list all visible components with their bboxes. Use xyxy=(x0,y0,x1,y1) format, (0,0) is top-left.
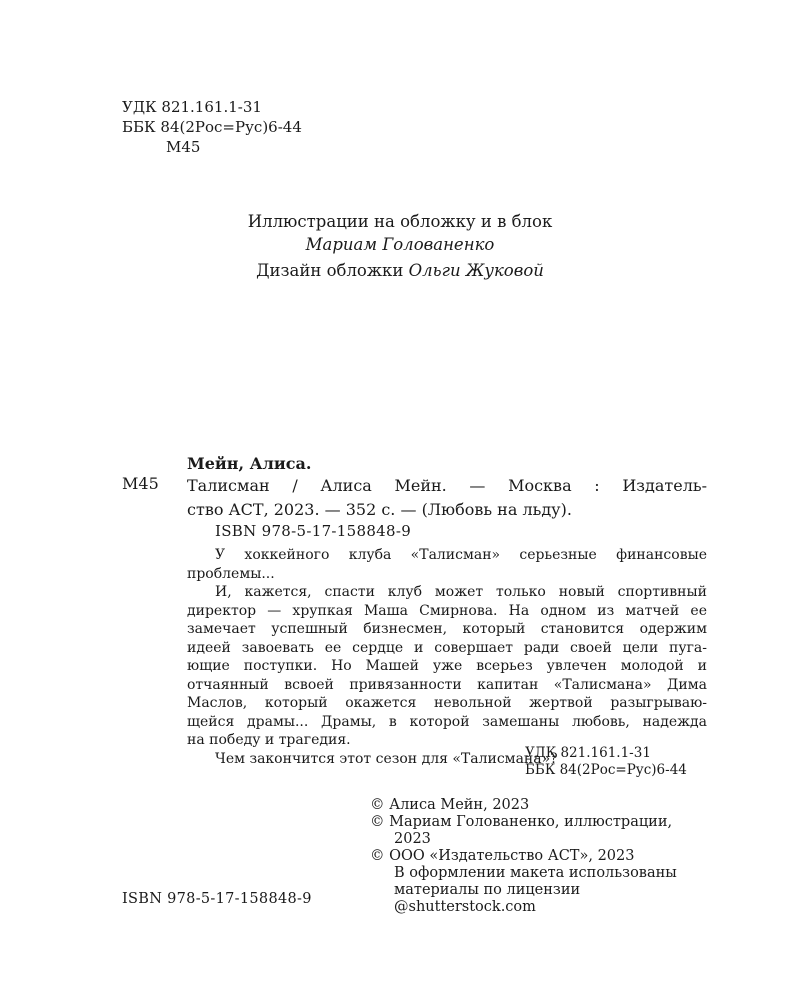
annotation-line: отчаянный всвоей привязанности капитан «Талисмана» Дима xyxy=(187,676,707,693)
annotation-line: Маслов, который окажется невольной жертвой разыгрываю- xyxy=(187,695,707,711)
copyright-block xyxy=(370,797,710,916)
annotation-line: И, кажется, спасти клуб может только новый спортивный xyxy=(215,584,707,600)
description-line: Талисман / Алиса Мейн. — Москва : Издатель- xyxy=(187,476,707,495)
author-mark: М45 xyxy=(166,138,201,156)
license-source: @shutterstock.com xyxy=(394,899,536,915)
cover-design-label: Дизайн обложки xyxy=(256,261,404,280)
annotation-line: щейся драмы... Драмы, в которой замешаны любовь, надежда xyxy=(187,713,707,730)
annotation-line: У хоккейного клуба «Талисман» серьезные финансовые xyxy=(215,547,707,563)
author-heading: Мейн, Алиса. xyxy=(187,454,312,473)
cover-designer-name: Ольги Жуковой xyxy=(408,261,544,280)
license-note: материалы по лицензии xyxy=(394,882,581,898)
bibliographic-description xyxy=(187,474,707,522)
udk-code: УДК 821.161.1-31 xyxy=(525,745,651,761)
copyright-illustrator-year: 2023 xyxy=(394,831,431,847)
classification-codes-top xyxy=(122,97,302,157)
classification-codes-bottom xyxy=(525,745,687,779)
annotation-line: директор — хрупкая Маша Смирнова. На одном из матчей ее xyxy=(187,602,707,619)
annotation-line: на победу и трагедия. xyxy=(187,732,351,748)
annotation-line: идеей завоевать ее сердце и совершает ради своей цели пуга- xyxy=(187,639,707,656)
description-line: ство АСТ, 2023. — 352 с. — (Любовь на льду). xyxy=(187,500,572,519)
annotation-line: замечает успешный бизнесмен, который становится одержим xyxy=(187,621,707,637)
annotation-line: проблемы... xyxy=(187,565,275,582)
copyright-publisher: © ООО «Издательство АСТ», 2023 xyxy=(370,848,635,864)
annotation xyxy=(187,546,707,768)
illustrator-name: Мариам Голованенко xyxy=(305,235,495,254)
license-note: В оформлении макета использованы xyxy=(394,865,677,881)
bbk-code: ББК 84(2Рос=Рус)6-44 xyxy=(525,762,687,778)
annotation-line: ющие поступки. Но Машей уже всерьез увлечен молодой и xyxy=(187,658,707,674)
cover-design-credit xyxy=(0,259,800,283)
bbk-code: ББК 84(2Рос=Рус)6-44 xyxy=(122,118,302,136)
isbn-bottom: ISBN 978-5-17-158848-9 xyxy=(122,891,312,907)
udk-code: УДК 821.161.1-31 xyxy=(122,98,262,116)
copyright-author: © Алиса Мейн, 2023 xyxy=(370,797,530,813)
shelf-mark: М45 xyxy=(122,474,159,493)
illustrations-credit: Иллюстрации на обложку и в блок xyxy=(247,212,553,231)
annotation-line: Чем закончится этот сезон для «Талисмана»? xyxy=(215,750,558,767)
isbn-record: ISBN 978-5-17-158848-9 xyxy=(215,522,412,540)
copyright-illustrator: © Мариам Голованенко, иллюстрации, xyxy=(370,814,673,830)
